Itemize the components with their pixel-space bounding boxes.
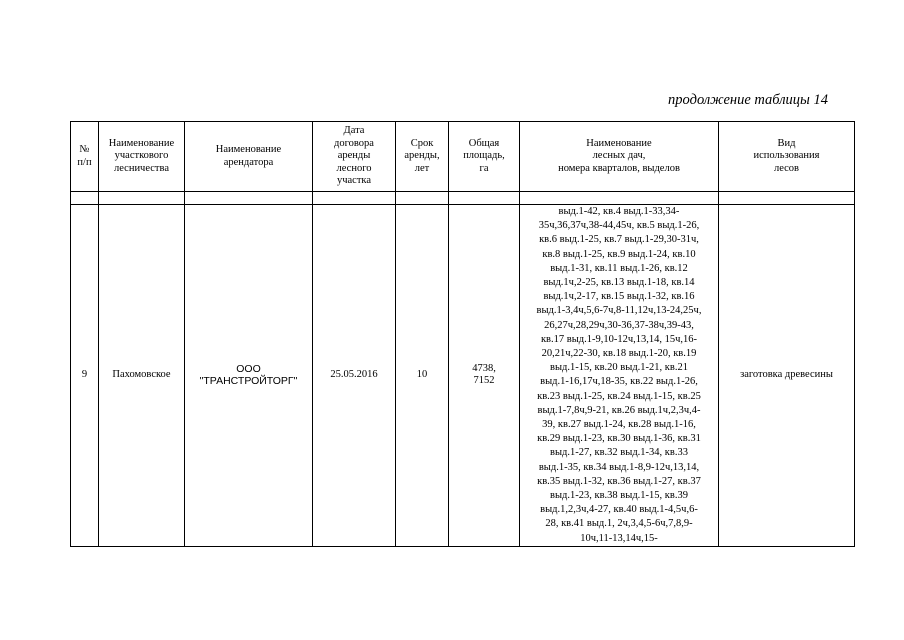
area-line-1: 4738, <box>472 362 496 374</box>
details-line: выд.1-35, кв.34 выд.1-8,9-12ч,13,14, <box>538 461 700 473</box>
header-line: договора <box>334 137 374 149</box>
header-line: Наименование <box>108 137 175 149</box>
cell-forestry: Пахомовское <box>99 205 185 547</box>
header-line: Дата <box>343 125 365 137</box>
header-line: лесничества <box>114 162 169 174</box>
header-line: лет <box>414 162 430 174</box>
details-line: выд.1-15, кв.20 выд.1-21, кв.21 <box>550 362 688 374</box>
header-line: Наименование <box>215 144 282 155</box>
details-line: 10ч,11-13,14ч,15- <box>580 532 658 544</box>
header-line: аренды <box>337 150 371 162</box>
header-line: га <box>479 162 489 174</box>
header-line: площадь, <box>463 150 505 162</box>
header-line: участкового <box>114 150 169 162</box>
header-cell-details <box>520 122 719 192</box>
details-line: кв.17 выд.1-9,10-12ч,13,14, 15ч,16- <box>540 333 698 345</box>
details-line: выд.1-23, кв.38 выд.1-15, кв.39 <box>550 490 688 502</box>
cell-use: заготовка древесины <box>719 205 855 547</box>
header-cell-date <box>313 122 396 192</box>
details-line: кв.23 выд.1-25, кв.24 выд.1-15, кв.25 <box>537 390 701 402</box>
details-line: выд.1,2,3ч,4-27, кв.40 выд.1-4,5ч,6- <box>540 504 698 516</box>
details-line: выд.1-16,17ч,18-35, кв.22 выд.1-26, <box>540 376 698 388</box>
header-cell-area <box>449 122 520 192</box>
details-line: 26,27ч,28,29ч,30-36,37-38ч,39-43, <box>544 319 694 331</box>
header-cell-num <box>71 122 99 192</box>
details-line: кв.35 выд.1-32, кв.36 выд.1-27, кв.37 <box>537 475 701 487</box>
tenant-line-2: "ТРАНСТРОЙТОРГ" <box>199 375 298 388</box>
header-cell-term <box>396 122 449 192</box>
header-cell-forestry <box>99 122 185 192</box>
header-line: п/п <box>77 156 92 168</box>
cell-tenant <box>185 205 313 547</box>
header-cell-tenant <box>185 122 313 192</box>
header-cell-use <box>719 122 855 192</box>
area-line-2: 7152 <box>473 375 495 387</box>
header-line: лесов <box>773 162 800 174</box>
table-row <box>71 205 855 547</box>
header-line: номера кварталов, выделов <box>558 162 680 174</box>
cell-num: 9 <box>71 205 99 547</box>
details-line: 39, кв.27 выд.1-24, кв.28 выд.1-16, <box>542 419 696 431</box>
details-line: выд.1-31, кв.11 выд.1-26, кв.12 <box>550 262 688 274</box>
details-line: выд.1ч,2-17, кв.15 выд.1-32, кв.16 <box>543 291 695 303</box>
header-line: Общая <box>468 137 500 149</box>
header-line: № <box>79 144 90 155</box>
table-caption: продолжение таблицы 14 <box>668 92 828 108</box>
header-row <box>71 122 855 192</box>
details-line: 35ч,36,37ч,38-44,45ч, кв.5 выд.1-26, <box>538 220 700 232</box>
header-line: лесных дач, <box>592 150 646 162</box>
spacer-row <box>71 192 855 205</box>
details-text <box>522 205 716 546</box>
lease-table <box>70 121 855 547</box>
header-line: использования <box>753 150 820 162</box>
details-line: кв.6 выд.1-25, кв.7 выд.1-29,30-31ч, <box>539 234 699 246</box>
details-line: кв.8 выд.1-25, кв.9 выд.1-24, кв.10 <box>542 248 696 260</box>
header-line: Срок <box>410 137 434 149</box>
header-line: арендатора <box>223 156 274 168</box>
header-line: аренды, <box>404 150 440 162</box>
details-line: выд.1ч,2-25, кв.13 выд.1-18, кв.14 <box>543 277 695 289</box>
details-line: выд.1-42, кв.4 выд.1-33,34- <box>558 206 680 217</box>
tenant-line-1: ООО <box>236 362 261 375</box>
cell-term: 10 <box>396 205 449 547</box>
cell-details <box>520 205 719 547</box>
cell-area <box>449 205 520 547</box>
details-line: выд.1-3,4ч,5,6-7ч,8-11,12ч,13-24,25ч, <box>536 305 702 317</box>
details-line: 28, кв.41 выд.1, 2ч,3,4,5-6ч,7,8,9- <box>545 518 693 530</box>
details-line: 20,21ч,22-30, кв.18 выд.1-20, кв.19 <box>541 348 697 360</box>
header-line: участка <box>336 175 372 187</box>
details-line: выд.1-27, кв.32 выд.1-34, кв.33 <box>550 447 688 459</box>
header-line: Наименование <box>586 137 652 149</box>
details-line: кв.29 выд.1-23, кв.30 выд.1-36, кв.31 <box>537 433 701 445</box>
header-line: лесного <box>336 162 372 174</box>
cell-date: 25.05.2016 <box>313 205 396 547</box>
header-line: Вид <box>777 137 796 149</box>
details-line: выд.1-7,8ч,9-21, кв.26 выд.1ч,2,3ч,4- <box>537 404 701 416</box>
